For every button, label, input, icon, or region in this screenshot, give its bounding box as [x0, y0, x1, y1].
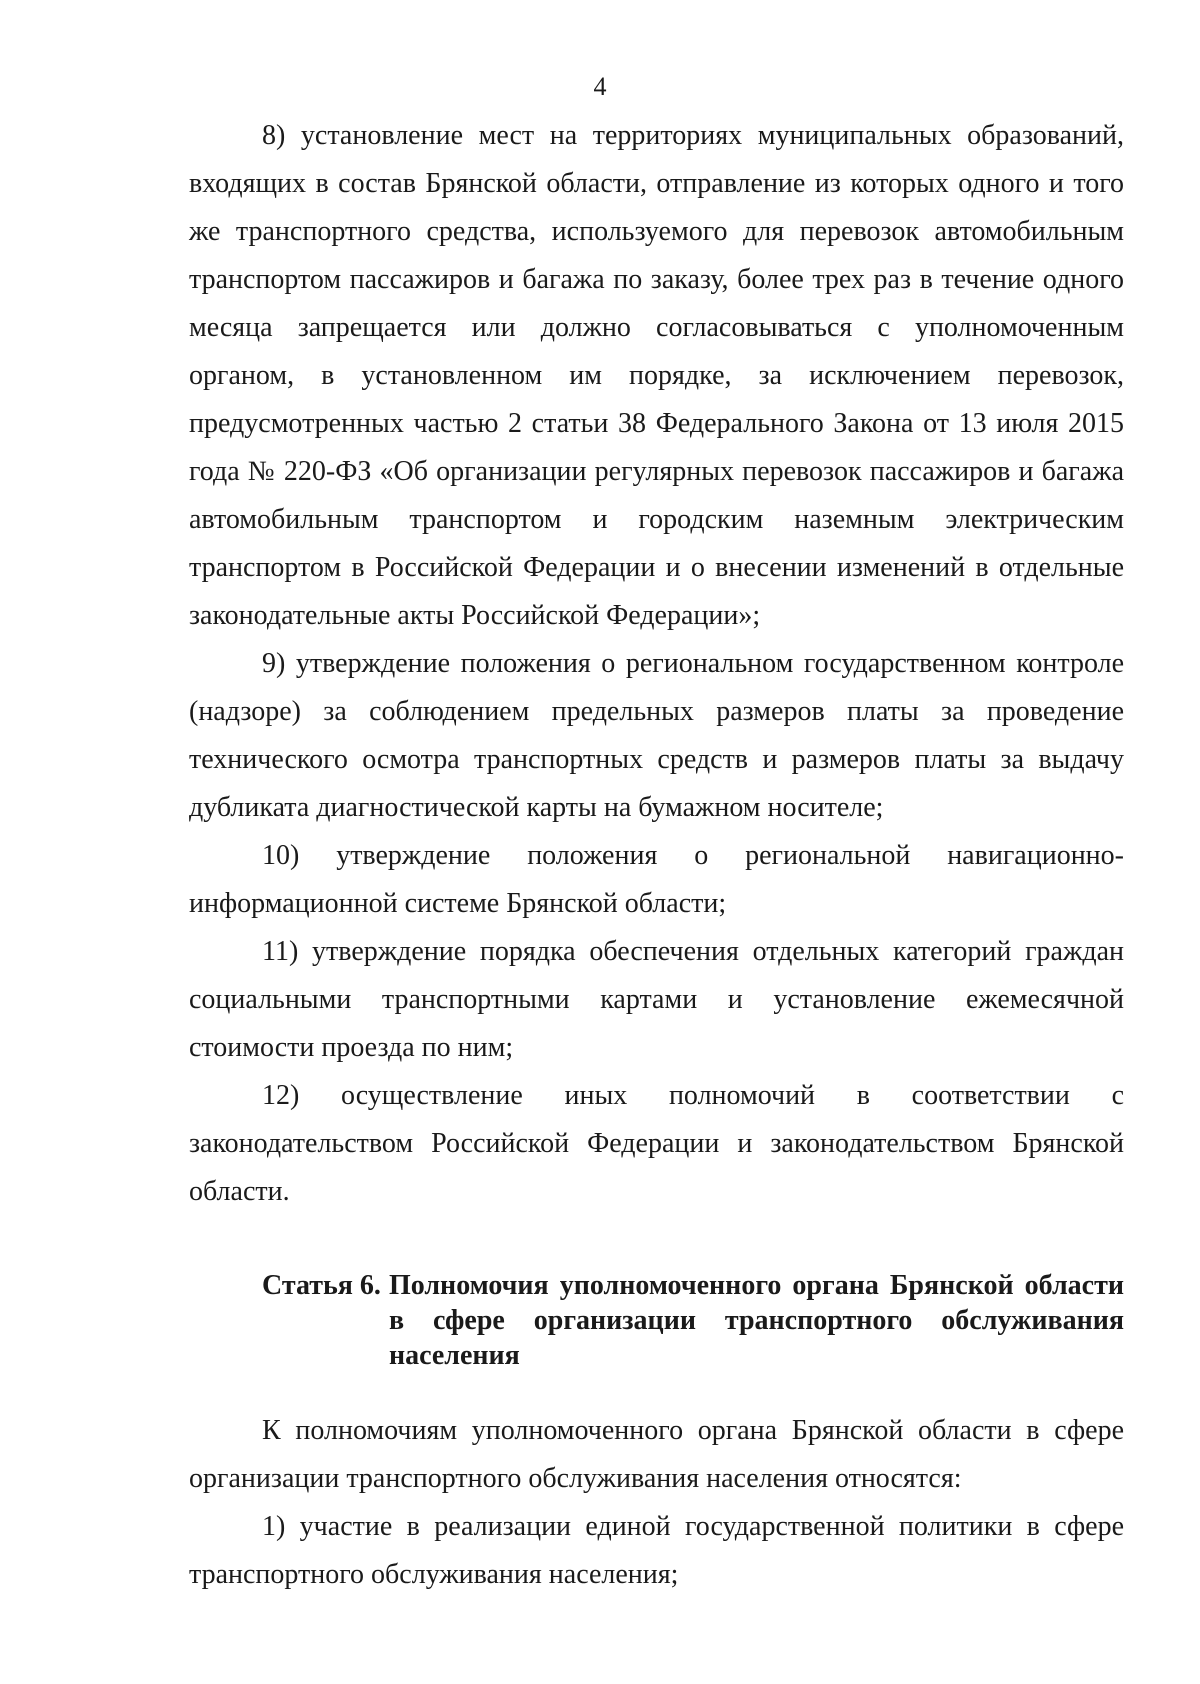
- article-title: Полномочия уполномоченного органа Брянской области в сфере организации транспортного обслуживания населения: [388, 1270, 1124, 1371]
- article-heading: [189, 1268, 1124, 1373]
- article-intro: К полномочиям уполномоченного органа Брянской области в сфере организации транспортного обслуживания населения относятся:: [189, 1415, 1124, 1494]
- list-item-10: 10) утверждение положения о региональной навигационно-информационной системе Брянской области;: [189, 840, 1124, 919]
- document-body: [189, 112, 1124, 1599]
- article-item-1: 1) участие в реализации единой государственной политики в сфере транспортного обслуживания населения;: [189, 1511, 1124, 1590]
- page-number: 4: [593, 72, 607, 101]
- list-item-8: 8) установление мест на территориях муниципальных образований, входящих в состав Брянской области, отправление из которых одного и того же транспортного средства, используемого для перевозок автомобильным транспортом пассажиров и багажа по заказу, более трех раз в течение одного месяца запрещается или должно согласовываться с уполномоченным органом, в установленном им порядке, за исключением перевозок, предусмотренных частью 2 статьи 38 Федерального Закона от 13 июля 2015 года № 220-ФЗ «Об организации регулярных перевозок пассажиров и багажа автомобильным транспортом и городским наземным электрическим транспортом в Российской Федерации и о внесении изменений в отдельные законодательные акты Российской Федерации»;: [189, 120, 1124, 631]
- list-item-9: 9) утверждение положения о региональном государственном контроле (надзоре) за соблюдением предельных размеров платы за проведение технического осмотра транспортных средств и размеров платы за выдачу дубликата диагностической карты на бумажном носителе;: [189, 648, 1124, 823]
- article-number: Статья 6.: [262, 1270, 381, 1301]
- list-item-12: 12) осуществление иных полномочий в соответствии с законодательством Российской Федерации и законодательством Брянской области.: [189, 1080, 1124, 1207]
- list-item-11: 11) утверждение порядка обеспечения отдельных категорий граждан социальными транспортными картами и установление ежемесячной стоимости проезда по ним;: [189, 936, 1124, 1063]
